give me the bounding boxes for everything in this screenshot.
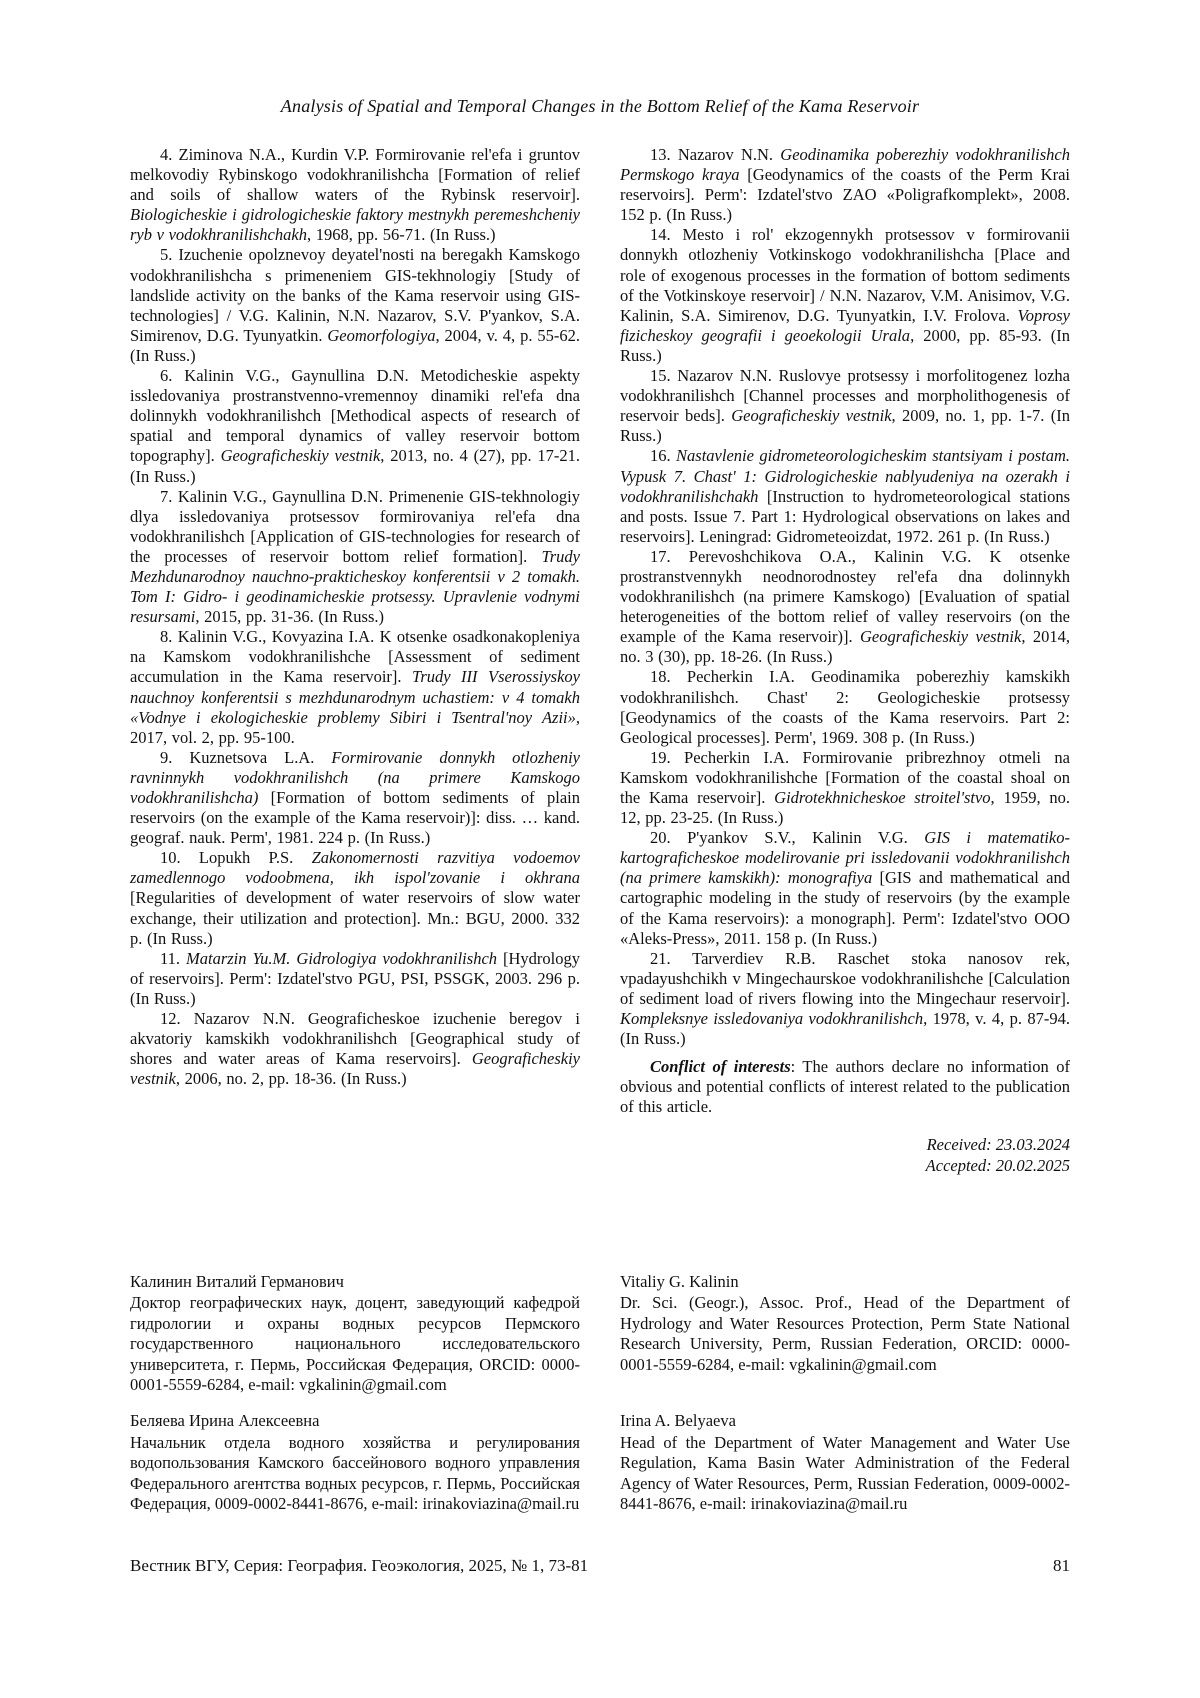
reference-item: 17. Perevoshchikova O.A., Kalinin V.G. K otsenke prostranstvennykh neodnorodnostey rel'efa dna dolinnykh vodokhranilishch (na primere Kamskogo) [Evaluation of spatial heterogeneities of the bottom relief of valley reservoirs (on the example of the Kama reservoir)]. Geograficheskiy vestnik, 2014, no. 3 (30), pp. 18-26. (In Russ.) [620, 546, 1070, 667]
reference-item: 11. Matarzin Yu.M. Gidrologiya vodokhranilishch [Hydrology of reservoirs]. Perm': Izdatel'stvo PGU, PSI, PSSGK, 2003. 296 p. (In Russ.) [130, 948, 580, 1008]
author-name: Irina A. Belyaeva [620, 1411, 736, 1431]
reference-item: 21. Tarverdiev R.B. Raschet stoka nanosov rek, vpadayushchikh v Mingechaurskoe vodokhranilishche [Calculation of sediment load of rivers flowing into the Mingechaur reservoir]. Kompleksnye issledovaniya vodokhranilishch, 1978, v. 4, p. 87-94. (In Russ.) [620, 948, 1070, 1049]
references-column-left [130, 145, 580, 1089]
author-bio-en-kalinin [620, 1272, 1070, 1397]
reference-item: 20. P'yankov S.V., Kalinin V.G. GIS i matematiko-kartograficheskoe modelirovanie pri issledovanii vodokhranilishch (na primere kamskikh): monografiya [GIS and mathematical and cartographic modeling in the study of reservoirs (by the example of the Kama reservoirs): a monograph]. Perm': Izdatel'stvo OOO «Aleks-Press», 2011. 158 p. (In Russ.) [620, 828, 1070, 948]
conflict-of-interest-paragraph [620, 1057, 1070, 1117]
reference-item: 18. Pecherkin I.A. Geodinamika poberezhiy kamskikh vodokhranilishch. Chast' 2: Geologicheskie protsessy [Geodynamics of the coasts of the Kama reservoirs. Part 2: Geological processes]. Perm', 1969. 308 p. (In Russ.) [620, 667, 1070, 747]
author-bio-en-belyaeva [620, 1411, 1070, 1515]
reference-item: 12. Nazarov N.N. Geograficheskoe izuchenie beregov i akvatoriy kamskikh vodokhranilishch [Geographical study of shores and water areas of Kama reservoirs]. Geograficheskiy vestnik, 2006, no. 2, pp. 18-36. (In Russ.) [130, 1009, 580, 1089]
author-bio-text: Доктор географических наук, доцент, заведующий кафедрой гидрологии и охраны водных ресурсов Пермского государственного национального исследовательского университета, г. Пермь, Российская Федерация, ORCID: 0000-0001-5559-6284, e-mail: vgkalinin@gmail.com [130, 1293, 580, 1395]
reference-item: 4. Ziminova N.A., Kurdin V.P. Formirovanie rel'efa i gruntov melkovodiy Rybinskogo vodokhranilishcha [Formation of relief and soils of shallow waters of the Rybinsk reservoir]. Biologicheskie i gidrologicheskie faktory mestnykh peremeshcheniy ryb v vodokhranilishchakh, 1968, pp. 56-71. (In Russ.) [130, 145, 580, 245]
author-name: Vitaliy G. Kalinin [620, 1271, 739, 1291]
reference-columns [130, 145, 1070, 1176]
conflict-of-interest-text: : The authors declare no information of obvious and potential conflicts of interest related to the publication of this article. [620, 1057, 1070, 1117]
page-footer [130, 1556, 1070, 1576]
reference-item: 8. Kalinin V.G., Kovyazina I.A. K otsenke osadkonakopleniya na Kamskom vodokhranilishche [Assessment of sediment accumulation in the Kama reservoir]. Trudy III Vserossiyskoy nauchnoy konferentsii s mezhdunarodnym uchastiem: v 4 tomakh «Vodnye i ekologicheskie problemy Sibiri i Tsentral'noy Azii», 2017, vol. 2, pp. 95-100. [130, 627, 580, 747]
accepted-date: Accepted: 20.02.2025 [925, 1155, 1070, 1175]
references-column-right [620, 145, 1070, 1049]
author-bio-text: Head of the Department of Water Management and Water Use Regulation, Kama Basin Water Administration of the Federal Agency of Water Resources, Perm, Russian Federation, 0009-0002-8441-8676, e-mail: irinakoviazina@mail.ru [620, 1432, 1070, 1514]
reference-item: 19. Pecherkin I.A. Formirovanie pribrezhnoy otmeli na Kamskom vodokhranilishche [Formation of the coastal shoal on the Kama reservoir]. Gidrotekhnicheskoe stroitel'stvo, 1959, no. 12, pp. 23-25. (In Russ.) [620, 747, 1070, 828]
right-column [620, 145, 1070, 1176]
received-date: Received: 23.03.2024 [926, 1134, 1070, 1154]
author-bio-text: Dr. Sci. (Geogr.), Assoc. Prof., Head of the Department of Hydrology and Water Resources Protection, Perm State National Research University, Perm, Russian Federation, ORCID: 0000-0001-5559-6284, e-mail: vgkalinin@gmail.com [620, 1293, 1070, 1374]
author-bios [130, 1272, 1070, 1516]
reference-item: 16. Nastavlenie gidrometeorologicheskim stantsiyam i postam. Vypusk 7. Chast' 1: Gidrologicheskie nablyudeniya na ozerakh i vodokhranilishchakh [Instruction to hydrometeorological stations and posts. Issue 7. Part 1: Hydrological observations on lakes and reservoirs]. Leningrad: Gidrometeoizdat, 1972. 261 p. (In Russ.) [620, 446, 1070, 546]
reference-item: 13. Nazarov N.N. Geodinamika poberezhiy vodokhranilishch Permskogo kraya [Geodynamics of the coasts of the Perm Krai reservoirs]. Perm': Izdatel'stvo ZAO «Poligrafkomplekt», 2008. 152 p. (In Russ.) [620, 145, 1070, 225]
journal-footer-line: Вестник ВГУ, Серия: География. Геоэкология, 2025, № 1, 73-81 [130, 1556, 589, 1575]
conflict-of-interest-label: Conflict of interests [650, 1057, 791, 1077]
reference-item: 6. Kalinin V.G., Gaynullina D.N. Metodicheskie aspekty issledovaniya prostranstvenno-vremennoy dinamiki rel'efa dna dolinnykh vodokhranilishch [Methodical aspects of research of spatial and temporal dynamics of valley reservoir bottom topography]. Geograficheskiy vestnik, 2013, no. 4 (27), pp. 17-21. (In Russ.) [130, 366, 580, 486]
reference-item: 7. Kalinin V.G., Gaynullina D.N. Primenenie GIS-tekhnologiy dlya issledovaniya protsessov formirovaniya rel'efa dna vodokhranilishch [Application of GIS-technologies for research of the processes of reservoir bottom relief formation]. Trudy Mezhdunarodnoy nauchno-prakticheskoy konferentsii v 2 tomakh. Tom I: Gidro- i geodinamicheskie protsessy. Upravlenie vodnymi resursami, 2015, pp. 31-36. (In Russ.) [130, 486, 580, 627]
page-content [130, 96, 1070, 1515]
reference-item: 10. Lopukh P.S. Zakonomernosti razvitiya vodoemov zamedlennogo vodoobmena, ikh ispol'zovanie i okhrana [Regularities of development of water reservoirs of slow water exchange, their utilization and protection]. Mn.: BGU, 2000. 332 p. (In Russ.) [130, 848, 580, 948]
author-bio-text: Начальник отдела водного хозяйства и регулирования водопользования Камского бассейнового водного управления Федерального агентства водных ресурсов, г. Пермь, Российская Федерация, 0009-0002-8441-8676, e-mail: irinakoviazina@mail.ru [130, 1432, 580, 1514]
reference-item: 5. Izuchenie opolznevoy deyatel'nosti na beregakh Kamskogo vodokhranilishcha s primeneniem GIS-tekhnologiy [Study of landslide activity on the banks of the Kama reservoir using GIS-technologies] / V.G. Kalinin, N.N. Nazarov, S.V. P'yankov, S.A. Simirenov, D.G. Tyunyatkin. Geomorfologiya, 2004, v. 4, p. 55-62. (In Russ.) [130, 245, 580, 365]
author-bio-ru-kalinin [130, 1272, 580, 1397]
author-name: Калинин Виталий Германович [130, 1271, 344, 1291]
reference-item: 9. Kuznetsova L.A. Formirovanie donnykh otlozheniy ravninnykh vodokhranilishch (na primere Kamskogo vodokhranilishcha) [Formation of bottom sediments of plain reservoirs (on the example of the Kama reservoir)]: diss. … kand. geograf. nauk. Perm', 1981. 224 p. (In Russ.) [130, 747, 580, 848]
submission-dates [620, 1134, 1070, 1176]
author-name: Беляева Ирина Алексеевна [130, 1411, 320, 1431]
page-number: 81 [1053, 1556, 1070, 1575]
running-head-title: Analysis of Spatial and Temporal Changes in the Bottom Relief of the Kama Reservoir [280, 96, 920, 116]
author-bio-ru-belyaeva [130, 1411, 580, 1515]
reference-item: 14. Mesto i rol' ekzogennykh protsessov v formirovanii donnykh otlozheniy Votkinskogo vodokhranilishcha [Place and role of exogenous processes in the formation of bottom sediments of the Votkinskoye reservoir] / N.N. Nazarov, V.M. Anisimov, V.G. Kalinin, S.A. Simirenov, D.G. Tyunyatkin, I.V. Frolova. Voprosy fizicheskoy geografii i geoekologii Urala, 2000, pp. 85-93. (In Russ.) [620, 225, 1070, 365]
reference-item: 15. Nazarov N.N. Ruslovye protsessy i morfolitogenez lozha vodokhranilishch [Channel processes and morpholithogenesis of reservoir beds]. Geograficheskiy vestnik, 2009, no. 1, pp. 1-7. (In Russ.) [620, 366, 1070, 446]
